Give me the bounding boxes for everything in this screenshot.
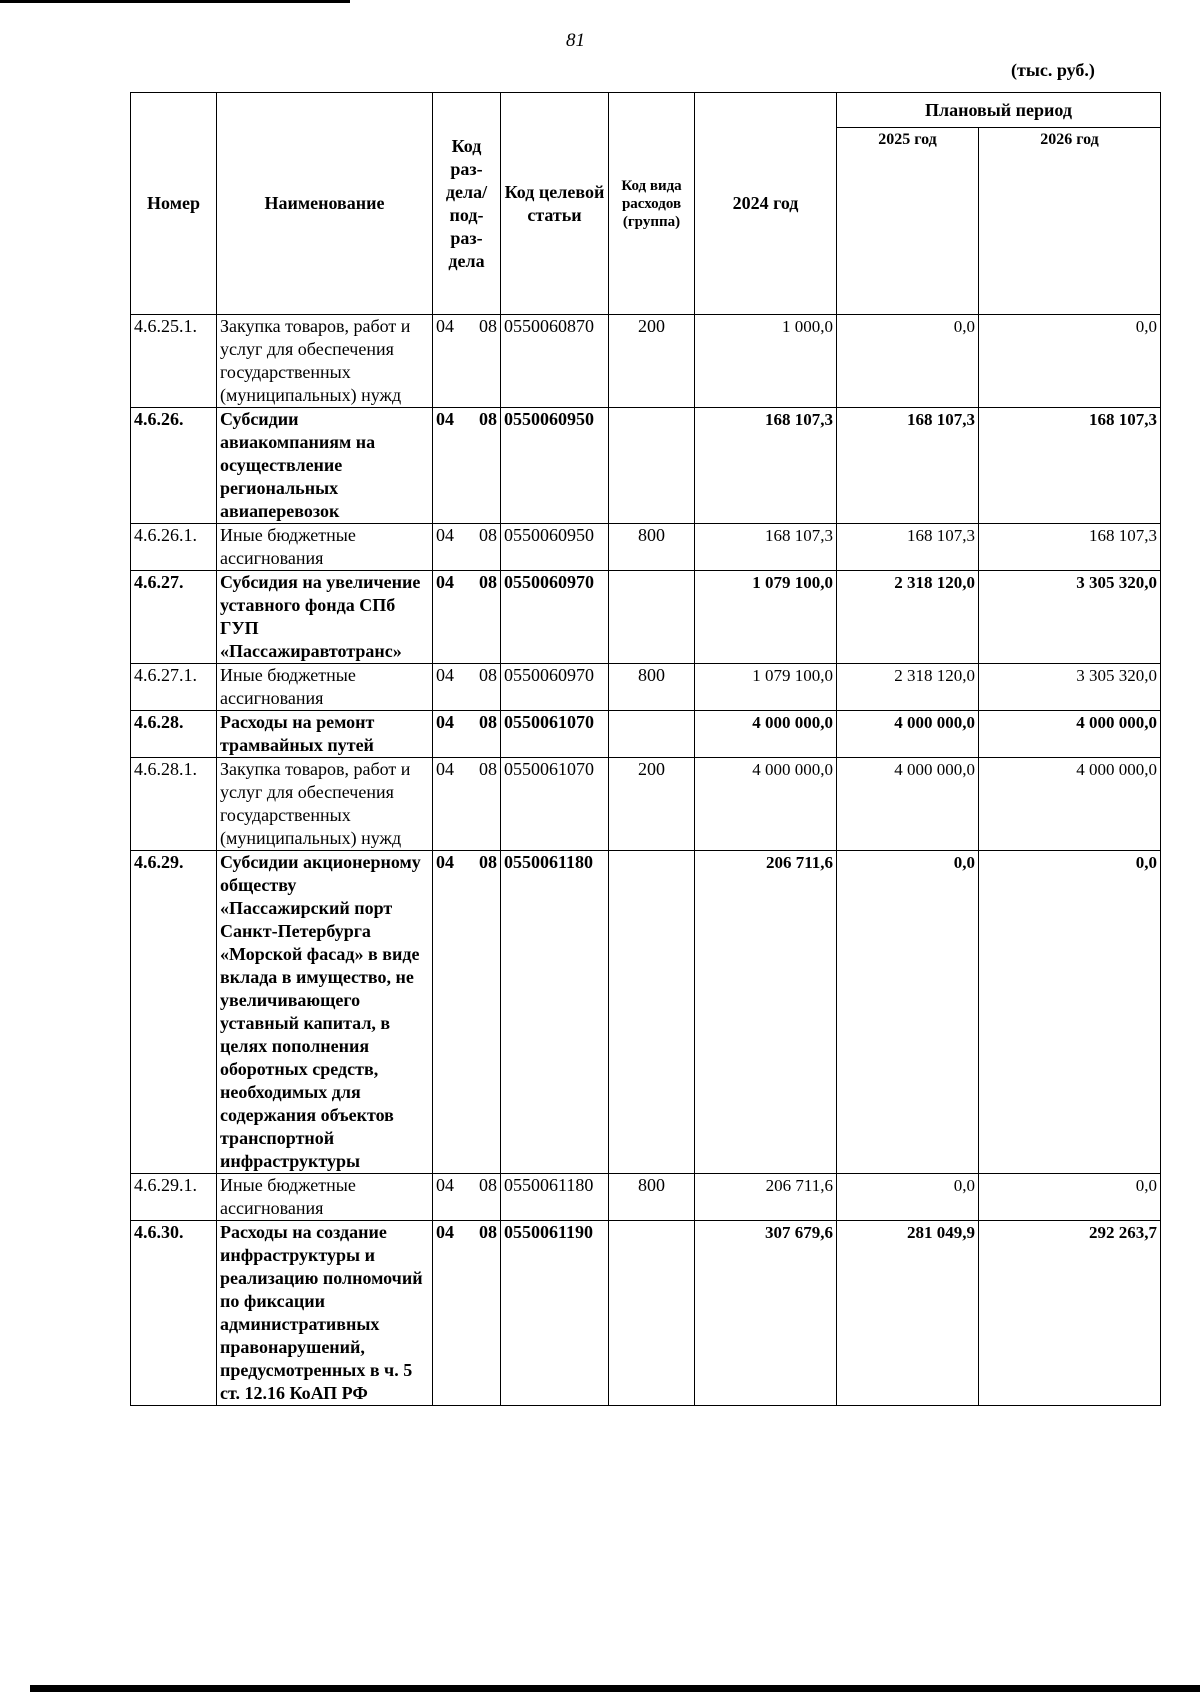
row-value-2025: 4 000 000,0 xyxy=(837,758,979,851)
row-value-2026: 0,0 xyxy=(979,851,1161,1174)
row-section: 04 xyxy=(436,1222,454,1242)
row-number: 4.6.26.1. xyxy=(131,524,217,571)
header-name: Наименование xyxy=(217,93,433,315)
row-target-code: 0550061190 xyxy=(501,1221,609,1406)
row-value-2024: 206 711,6 xyxy=(695,851,837,1174)
row-name: Субсидии авиакомпаниям на осуществление региональных авиаперевозок xyxy=(217,408,433,524)
row-target-code: 0550060870 xyxy=(501,315,609,408)
row-value-2025: 4 000 000,0 xyxy=(837,711,979,758)
row-value-2025: 2 318 120,0 xyxy=(837,571,979,664)
row-expense-group xyxy=(609,711,695,758)
row-value-2025: 168 107,3 xyxy=(837,524,979,571)
row-name: Расходы на создание инфраструктуры и реализацию полномочий по фиксации административных правонарушений, предусмотренных в ч. 5 ст. 12.16 КоАП РФ xyxy=(217,1221,433,1406)
row-name: Субсидия на увеличение уставного фонда СПб ГУП «Пассажиравтотранс» xyxy=(217,571,433,664)
row-value-2024: 1 000,0 xyxy=(695,315,837,408)
row-section: 04 xyxy=(436,712,454,732)
row-number: 4.6.29.1. xyxy=(131,1174,217,1221)
row-section: 04 xyxy=(436,409,454,429)
table-row xyxy=(131,758,1161,851)
row-number: 4.6.27.1. xyxy=(131,664,217,711)
row-section-code xyxy=(433,1174,501,1221)
row-value-2025: 281 049,9 xyxy=(837,1221,979,1406)
budget-table xyxy=(130,92,1161,1406)
row-section: 04 xyxy=(436,759,454,779)
row-value-2024: 1 079 100,0 xyxy=(695,571,837,664)
table-row xyxy=(131,851,1161,1174)
row-section-code xyxy=(433,315,501,408)
row-value-2025: 0,0 xyxy=(837,851,979,1174)
row-number: 4.6.30. xyxy=(131,1221,217,1406)
row-section-code xyxy=(433,711,501,758)
row-expense-group: 800 xyxy=(609,524,695,571)
row-value-2024: 4 000 000,0 xyxy=(695,711,837,758)
row-name: Иные бюджетные ассигнования xyxy=(217,524,433,571)
row-value-2026: 0,0 xyxy=(979,1174,1161,1221)
page-number: 81 xyxy=(566,30,585,51)
row-section: 04 xyxy=(436,852,454,872)
row-name: Иные бюджетные ассигнования xyxy=(217,1174,433,1221)
row-section-code xyxy=(433,408,501,524)
header-year-2025: 2025 год xyxy=(837,128,979,315)
row-section-code xyxy=(433,524,501,571)
row-expense-group xyxy=(609,1221,695,1406)
table-row xyxy=(131,1174,1161,1221)
row-target-code: 0550060950 xyxy=(501,408,609,524)
row-expense-group: 800 xyxy=(609,1174,695,1221)
row-value-2024: 307 679,6 xyxy=(695,1221,837,1406)
row-subsection: 08 xyxy=(479,852,497,872)
header-year-2026: 2026 год xyxy=(979,128,1161,315)
table-body xyxy=(131,315,1161,1406)
table-row xyxy=(131,315,1161,408)
row-value-2026: 3 305 320,0 xyxy=(979,571,1161,664)
table-row xyxy=(131,571,1161,664)
row-subsection: 08 xyxy=(479,525,497,545)
row-value-2026: 168 107,3 xyxy=(979,408,1161,524)
row-value-2025: 0,0 xyxy=(837,1174,979,1221)
row-value-2024: 168 107,3 xyxy=(695,524,837,571)
row-target-code: 0550061180 xyxy=(501,851,609,1174)
row-section: 04 xyxy=(436,1175,454,1195)
row-expense-group: 200 xyxy=(609,758,695,851)
row-name: Субсидии акционерному обществу «Пассажирский порт Санкт-Петербурга «Морской фасад» в виде вклада в имущество, не увеличивающего уставный капитал, в целях пополнения оборотных средств, необходимых для содержания объектов транспортной инфраструктуры xyxy=(217,851,433,1174)
row-value-2025: 2 318 120,0 xyxy=(837,664,979,711)
units-label: (тыс. руб.) xyxy=(1011,60,1095,80)
row-subsection: 08 xyxy=(479,409,497,429)
row-target-code: 0550061070 xyxy=(501,758,609,851)
row-name: Иные бюджетные ассигнования xyxy=(217,664,433,711)
table-row xyxy=(131,524,1161,571)
header-expense-type: Код вида расходов (группа) xyxy=(609,93,695,315)
row-section: 04 xyxy=(436,572,454,592)
row-name: Расходы на ремонт трамвайных путей xyxy=(217,711,433,758)
row-value-2026: 0,0 xyxy=(979,315,1161,408)
row-expense-group: 800 xyxy=(609,664,695,711)
row-section-code xyxy=(433,758,501,851)
row-section: 04 xyxy=(436,525,454,545)
header-section-code: Код раз-дела/ под-раз-дела xyxy=(433,93,501,315)
table-row xyxy=(131,1221,1161,1406)
row-section: 04 xyxy=(436,316,454,336)
row-value-2024: 4 000 000,0 xyxy=(695,758,837,851)
row-subsection: 08 xyxy=(479,316,497,336)
row-value-2026: 3 305 320,0 xyxy=(979,664,1161,711)
row-target-code: 0550061180 xyxy=(501,1174,609,1221)
row-number: 4.6.26. xyxy=(131,408,217,524)
row-value-2024: 168 107,3 xyxy=(695,408,837,524)
row-value-2026: 4 000 000,0 xyxy=(979,758,1161,851)
header-target-code: Код целевой статьи xyxy=(501,93,609,315)
row-name: Закупка товаров, работ и услуг для обеспечения государственных (муниципальных) нужд xyxy=(217,315,433,408)
row-target-code: 0550060970 xyxy=(501,664,609,711)
row-expense-group xyxy=(609,571,695,664)
row-subsection: 08 xyxy=(479,1175,497,1195)
row-value-2026: 4 000 000,0 xyxy=(979,711,1161,758)
header-planned-period: Плановый период xyxy=(837,93,1161,128)
row-number: 4.6.28.1. xyxy=(131,758,217,851)
row-section-code xyxy=(433,664,501,711)
row-expense-group xyxy=(609,408,695,524)
row-subsection: 08 xyxy=(479,665,497,685)
row-number: 4.6.27. xyxy=(131,571,217,664)
bottom-rule xyxy=(30,1685,1200,1692)
row-value-2025: 168 107,3 xyxy=(837,408,979,524)
row-number: 4.6.28. xyxy=(131,711,217,758)
row-number: 4.6.29. xyxy=(131,851,217,1174)
row-expense-group: 200 xyxy=(609,315,695,408)
table-row xyxy=(131,711,1161,758)
row-number: 4.6.25.1. xyxy=(131,315,217,408)
row-target-code: 0550060950 xyxy=(501,524,609,571)
row-subsection: 08 xyxy=(479,759,497,779)
row-section-code xyxy=(433,571,501,664)
table-row xyxy=(131,664,1161,711)
row-name: Закупка товаров, работ и услуг для обеспечения государственных (муниципальных) нужд xyxy=(217,758,433,851)
row-value-2024: 206 711,6 xyxy=(695,1174,837,1221)
row-section-code xyxy=(433,1221,501,1406)
row-value-2025: 0,0 xyxy=(837,315,979,408)
row-target-code: 0550061070 xyxy=(501,711,609,758)
header-year-2024: 2024 год xyxy=(695,93,837,315)
row-subsection: 08 xyxy=(479,572,497,592)
row-subsection: 08 xyxy=(479,712,497,732)
row-target-code: 0550060970 xyxy=(501,571,609,664)
header-number: Номер xyxy=(131,93,217,315)
row-section-code xyxy=(433,851,501,1174)
row-subsection: 08 xyxy=(479,1222,497,1242)
table-row xyxy=(131,408,1161,524)
row-value-2026: 292 263,7 xyxy=(979,1221,1161,1406)
row-value-2024: 1 079 100,0 xyxy=(695,664,837,711)
row-section: 04 xyxy=(436,665,454,685)
row-expense-group xyxy=(609,851,695,1174)
top-rule xyxy=(0,0,350,3)
row-value-2026: 168 107,3 xyxy=(979,524,1161,571)
